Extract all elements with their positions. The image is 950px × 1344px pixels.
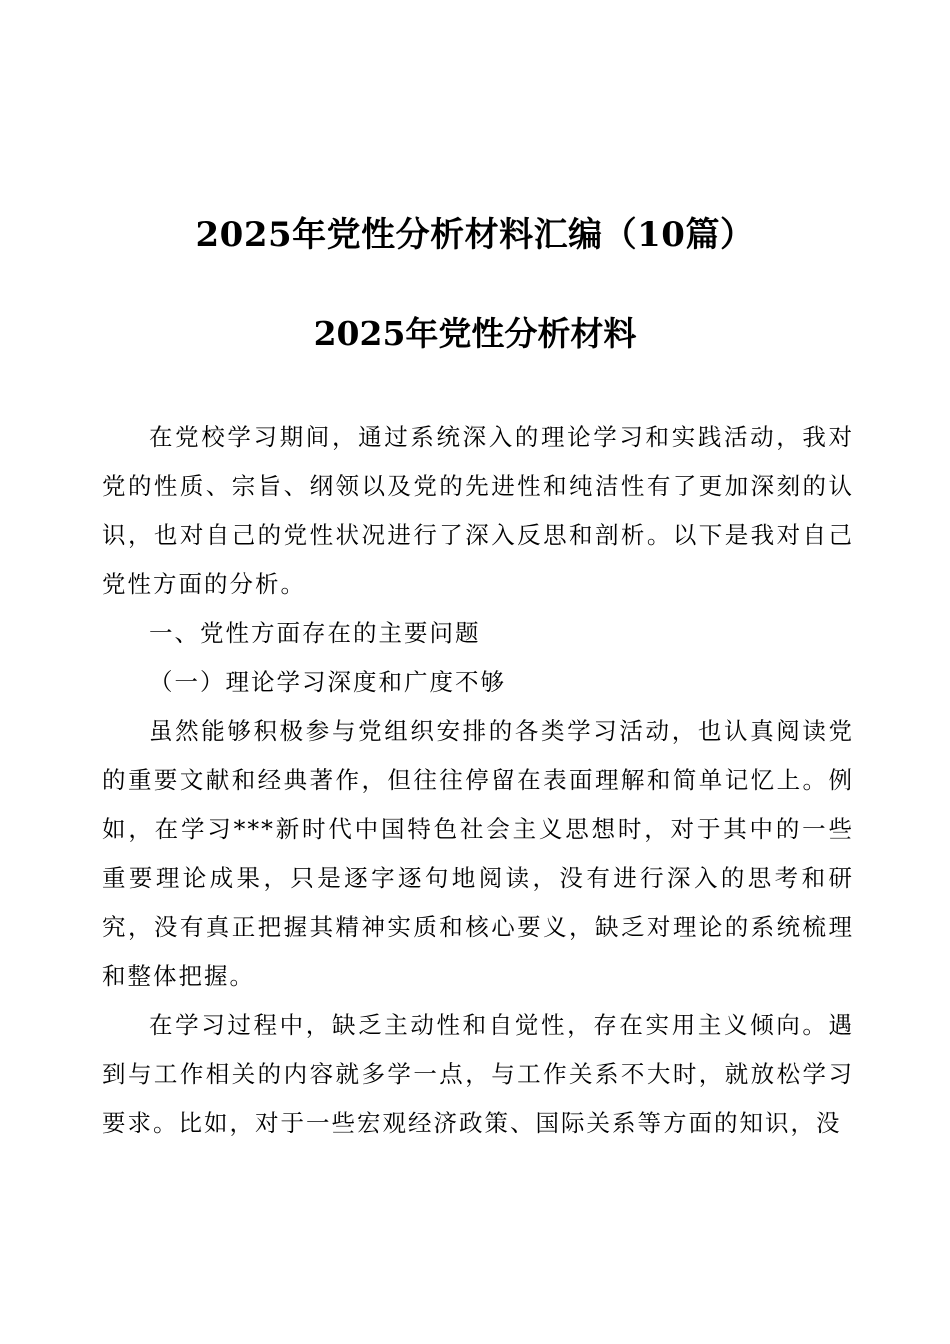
- document-title: 2025年党性分析材料汇编（10篇）: [195, 215, 755, 255]
- document-body: [102, 413, 854, 1148]
- document-subtitle: 2025年党性分析材料: [313, 314, 637, 353]
- paragraph-body: 在学习过程中，缺乏主动性和自觉性，存在实用主义倾向。遇到与工作相关的内容就多学一点，与工作关系不大时，就放松学习要求。比如，对于一些宏观经济政策、国际关系等方面的知识，没: [102, 1011, 854, 1137]
- section-heading: 一、党性方面存在的主要问题: [149, 619, 481, 647]
- paragraph-body: 虽然能够积极参与党组织安排的各类学习活动，也认真阅读党的重要文献和经典著作，但往往停留在表面理解和简单记忆上。例如，在学习***新时代中国特色社会主义思想时，对于其中的一些重要理论成果，只是逐字逐句地阅读，没有进行深入的思考和研究，没有真正把握其精神实质和核心要义，缺乏对理论的系统梳理和整体把握。: [102, 717, 854, 990]
- paragraph-intro: 在党校学习期间，通过系统深入的理论学习和实践活动，我对党的性质、宗旨、纲领以及党的先进性和纯洁性有了更加深刻的认识，也对自己的党性状况进行了深入反思和剖析。以下是我对自己党性方面的分析。: [102, 423, 854, 598]
- subsection-heading: （一）理论学习深度和广度不够: [149, 668, 506, 696]
